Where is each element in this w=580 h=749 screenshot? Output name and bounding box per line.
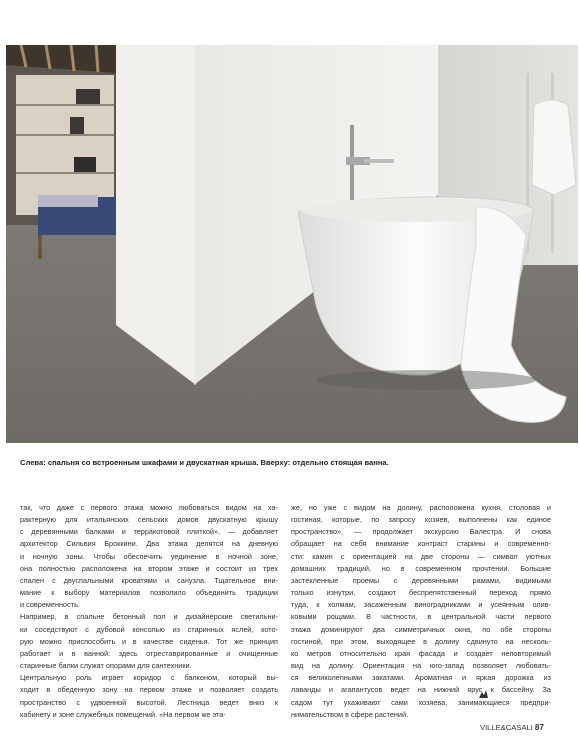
text-line: рактерную для итальянских сельских домов двускатную крышу (20, 515, 278, 525)
text-line: ходит в обеденную зону на первом этаже и позволяет создать (20, 685, 278, 695)
text-line: работает и в ванной: здесь отреставрированные и очищенные (20, 648, 278, 658)
text-line: ся великолепными закатами. Ароматная и яркая дорожка из (291, 673, 551, 683)
text-line: пространство с удвоенной высотой. Лестница ведет вниз к (20, 697, 278, 707)
text-line: туда, к холмам, засаженным виноградниками и усеянным олив- (291, 600, 551, 610)
bathrobe (532, 100, 576, 195)
text-line: лаванды и агапантусов ведет на нижний ярус к бассейну. За (291, 685, 551, 695)
text-column-left (20, 502, 278, 721)
text-column-right (291, 502, 551, 721)
text-line: и ночную зоны. Чтобы обеспечить уединение в ночной зоне, (20, 551, 278, 561)
article-end-icon (479, 690, 488, 698)
text-line: архитектор Сильвия Броккини. Два этажа делятся на дневную (20, 539, 278, 549)
text-line: же, но уже с видом на долину, расположена кухня, столовая и (291, 503, 551, 512)
page-footer (480, 723, 544, 732)
text-line: Центральную роль играет коридор с балконом, который вы- (20, 673, 278, 683)
text-line: гостиная, которые, по запросу хозяев, выполнены как единое (291, 515, 551, 525)
text-line: кабинету и зоне служебных помещений. «На первом же эта- (20, 709, 226, 719)
text-line: застекленные проемы с деревянными рамами, видимыми (291, 575, 551, 585)
text-line: только изнутри, создают беспрепятственный переход прямо (291, 588, 551, 598)
text-line: этажа доминируют два симметричных окна, по обе стороны (291, 624, 551, 634)
text-line: вид на долину. Ориентация на юго-запад позволяет любовать- (291, 661, 551, 671)
text-line: ковыми рощами. В частности, в центральной части первого (291, 612, 551, 622)
text-line: так, что даже с первого этажа можно любоваться видом на ха- (20, 503, 278, 512)
text-line: она полностью расположена на втором этаже и состоит из трех (20, 563, 278, 573)
text-line: ки соседствуют с дубовой консолью из старинных яслей, кото- (20, 624, 278, 634)
text-line: с деревянными балками и терракотовой плиткой», — добавляет (20, 527, 278, 537)
bathroom-photo (6, 45, 578, 443)
text-line: нимательством в сфере растений. (291, 709, 409, 719)
photo-caption: Слева: спальня со встроенным шкафами и двускатная крыша. Вверху: отдельно стоящая ванна. (20, 458, 389, 467)
text-line: домашних традиций, но в современном прочтении. Большие (291, 563, 551, 573)
text-line: сти: камин с ориентацией на две стороны — символ уютных (291, 551, 551, 561)
text-line: Например, в спальне бетонный пол и дизайнерские светильни- (20, 612, 278, 622)
text-line: пространство», — продолжает экскурсию Балестра. И снова (291, 527, 551, 537)
text-line: гостиной, при этом, выходящее в долину сдвинуто на несколь- (291, 636, 551, 646)
text-line: рую можно приспособить и в качестве сиденья. Тот же принцип (20, 636, 278, 646)
text-line: обращает на себя внимание контраст старины и современно- (291, 539, 551, 549)
text-line: мание к выбору материалов позволило объединить традиции (20, 588, 278, 598)
partition-wall-side (116, 45, 196, 385)
text-line: и современность. (20, 600, 80, 610)
text-line: спален с двуспальными кроватями и санузла. Тщательное вни- (20, 575, 278, 585)
text-line: садом тут ухаживают сами хозяева, занимающиеся предпри- (291, 697, 551, 707)
page-number: 87 (534, 723, 544, 732)
text-line: ко метров относительно края фасада и создает неповторимый (291, 648, 551, 658)
text-line: старинные балки служат опорами для сантехники. (20, 661, 192, 671)
magazine-name: VILLE&CASALI (480, 723, 533, 732)
photo-illustration (6, 45, 578, 443)
